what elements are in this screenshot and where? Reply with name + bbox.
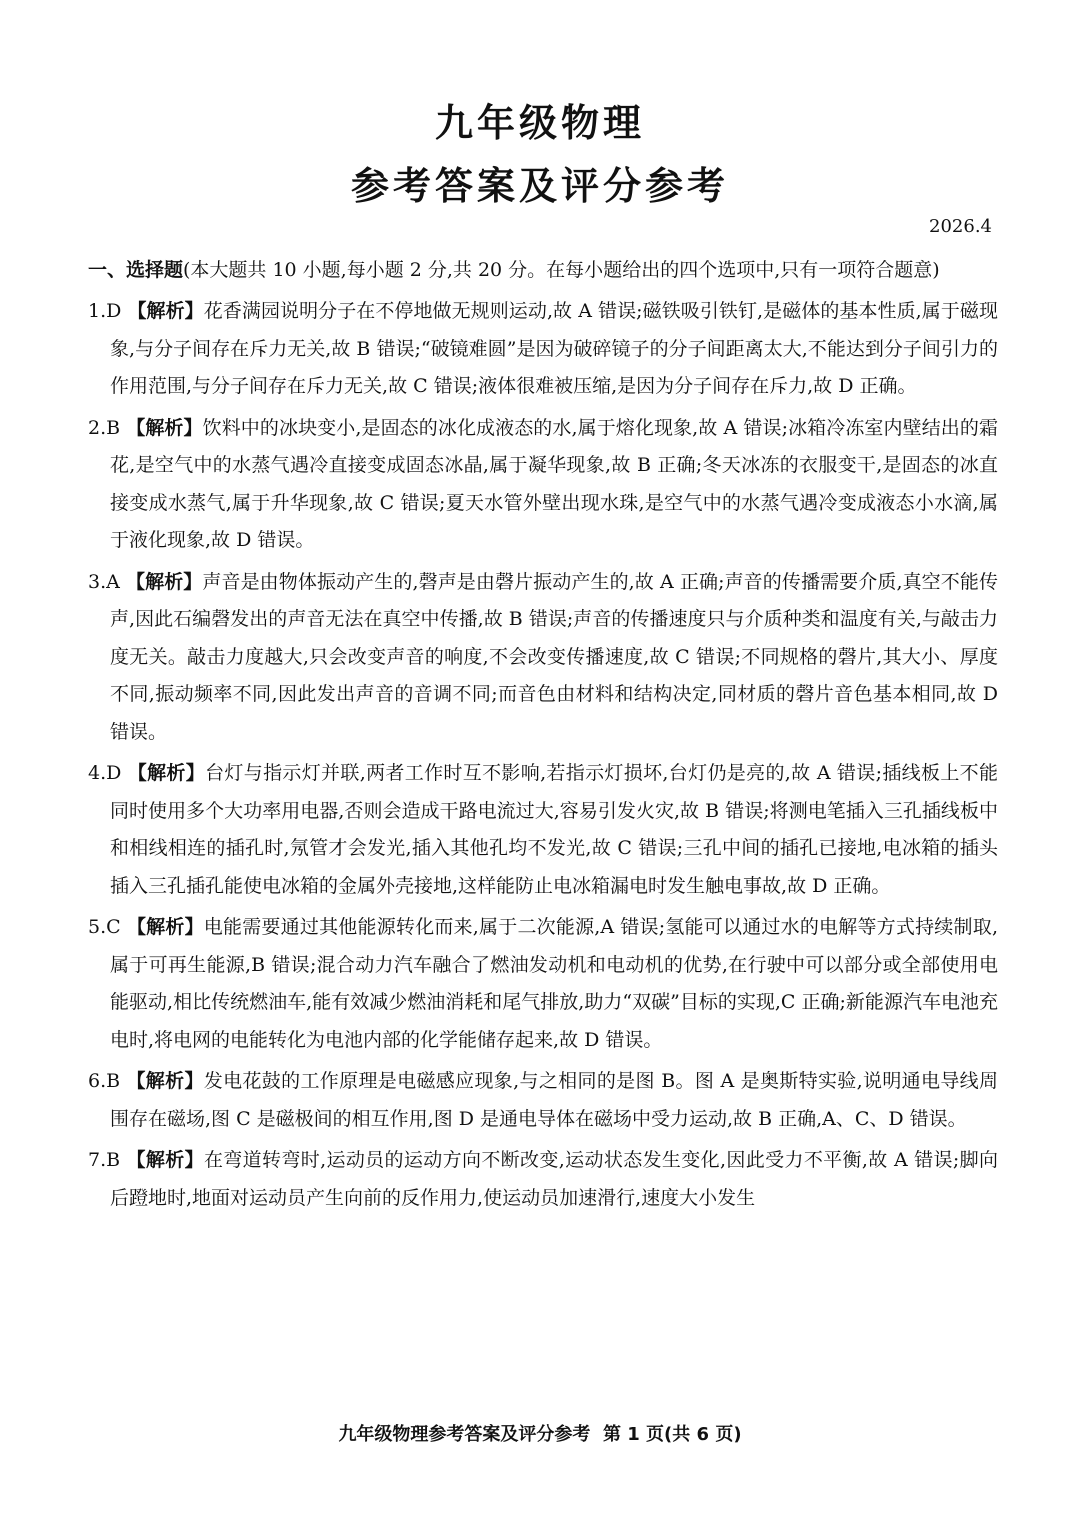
analysis-tag: 【解析】: [127, 300, 204, 322]
answer-number: 4.D: [88, 762, 122, 784]
page-subtitle: 参考答案及评分参考: [350, 164, 729, 208]
document-body: [88, 252, 998, 1217]
answer-number: 1.D: [88, 300, 122, 322]
page-number: 第 1 页(共 6 页): [602, 1424, 742, 1445]
footer-text: 九年级物理参考答案及评分参考: [338, 1424, 591, 1445]
section-heading: [88, 252, 998, 289]
answer-item-6: [88, 1063, 998, 1138]
analysis-tag: 【解析】: [126, 1070, 204, 1092]
answer-number: 2.B: [88, 416, 121, 439]
answer-item-1: [88, 293, 998, 406]
answer-item-5: [88, 909, 998, 1059]
answer-text: 台灯与指示灯并联,两者工作时互不影响,若指示灯损坏,台灯仍是亮的,故 A 错误;插线板上不能同时使用多个大功率用电器,否则会造成干路电流过大,容易引发火灾,故 B 错误;将测电笔插入三孔插线板中和相线相连的插孔时,氖管才会发光,插入其他孔均不发光,故 C 错误;三孔中间的插孔已接地,电冰箱的插头插入三孔插孔能使电冰箱的金属外壳接地,这样能防止电冰箱漏电时发生触电事故,故 D 正确。: [110, 762, 998, 897]
analysis-tag: 【解析】: [126, 1149, 204, 1171]
answer-item-3: [88, 564, 998, 752]
answer-number: 3.A: [88, 570, 120, 593]
answer-text: 电能需要通过其他能源转化而来,属于二次能源,A 错误;氢能可以通过水的电解等方式持续制取,属于可再生能源,B 错误;混合动力汽车融合了燃油发动机和电动机的优势,在行驶中可以部分或全部使用电能驱动,相比传统燃油车,能有效减少燃油消耗和尾气排放,助力“双碳”目标的实现,C 正确;新能源汽车电池充电时,将电网的电能转化为电池内部的化学能储存起来,故 D 错误。: [110, 916, 998, 1051]
page-title: 九年级物理: [434, 101, 645, 145]
answer-text: 在弯道转弯时,运动员的运动方向不断改变,运动状态发生变化,因此受力不平衡,故 A 错误;脚向后蹬地时,地面对运动员产生向前的反作用力,使运动员加速滑行,速度大小发生: [110, 1149, 998, 1209]
answer-number: 5.C: [88, 916, 121, 938]
answer-text: 声音是由物体振动产生的,磬声是由磬片振动产生的,故 A 正确;声音的传播需要介质,真空不能传声,因此石编磬发出的声音无法在真空中传播,故 B 错误;声音的传播速度只与介质种类和温度有关,与敲击力度无关。敲击力度越大,只会改变声音的响度,不会改变传播速度,故 C 错误;不同规格的磬片,其大小、厚度不同,振动频率不同,因此发出声音的音调不同;而音色由材料和结构决定,同材质的磬片音色基本相同,故 D 错误。: [110, 570, 998, 743]
document-date: 2026.4: [929, 216, 992, 237]
analysis-tag: 【解析】: [126, 570, 203, 593]
answer-item-7: [88, 1142, 998, 1217]
answer-text: 饮料中的冰块变小,是固态的冰化成液态的水,属于熔化现象,故 A 错误;冰箱冷冻室内壁结出的霜花,是空气中的水蒸气遇冷直接变成固态冰晶,属于凝华现象,故 B 正确;冬天冰冻的衣服变干,是固态的冰直接变成水蒸气,属于升华现象,故 C 错误;夏天水管外壁出现水珠,是空气中的水蒸气遇冷变成液态小水滴,属于液化现象,故 D 错误。: [110, 416, 998, 551]
section-description: (本大题共 10 小题,每小题 2 分,共 20 分。在每小题给出的四个选项中,只有一项符合题意): [183, 259, 940, 281]
answer-item-4: [88, 755, 998, 905]
answer-number: 6.B: [88, 1070, 121, 1092]
analysis-tag: 【解析】: [127, 762, 206, 784]
page-footer: [0, 1420, 1080, 1446]
answer-text: 发电花鼓的工作原理是电磁感应现象,与之相同的是图 B。图 A 是奥斯特实验,说明通电导线周围存在磁场,图 C 是磁极间的相互作用,图 D 是通电导体在磁场中受力运动,故 B 正确,A、C、D 错误。: [110, 1070, 998, 1130]
answer-item-2: [88, 410, 998, 560]
section-label: 一、选择题: [88, 259, 184, 281]
answer-number: 7.B: [88, 1149, 121, 1171]
analysis-tag: 【解析】: [126, 916, 204, 938]
answer-text: 花香满园说明分子在不停地做无规则运动,故 A 错误;磁铁吸引铁钉,是磁体的基本性质,属于磁现象,与分子间存在斥力无关,故 B 错误;“破镜难圆”是因为破碎镜子的分子间距离太大,不能达到分子间引力的作用范围,与分子间存在斥力无关,故 C 错误;液体很难被压缩,是因为分子间存在斥力,故 D 正确。: [110, 300, 998, 397]
analysis-tag: 【解析】: [126, 416, 203, 439]
